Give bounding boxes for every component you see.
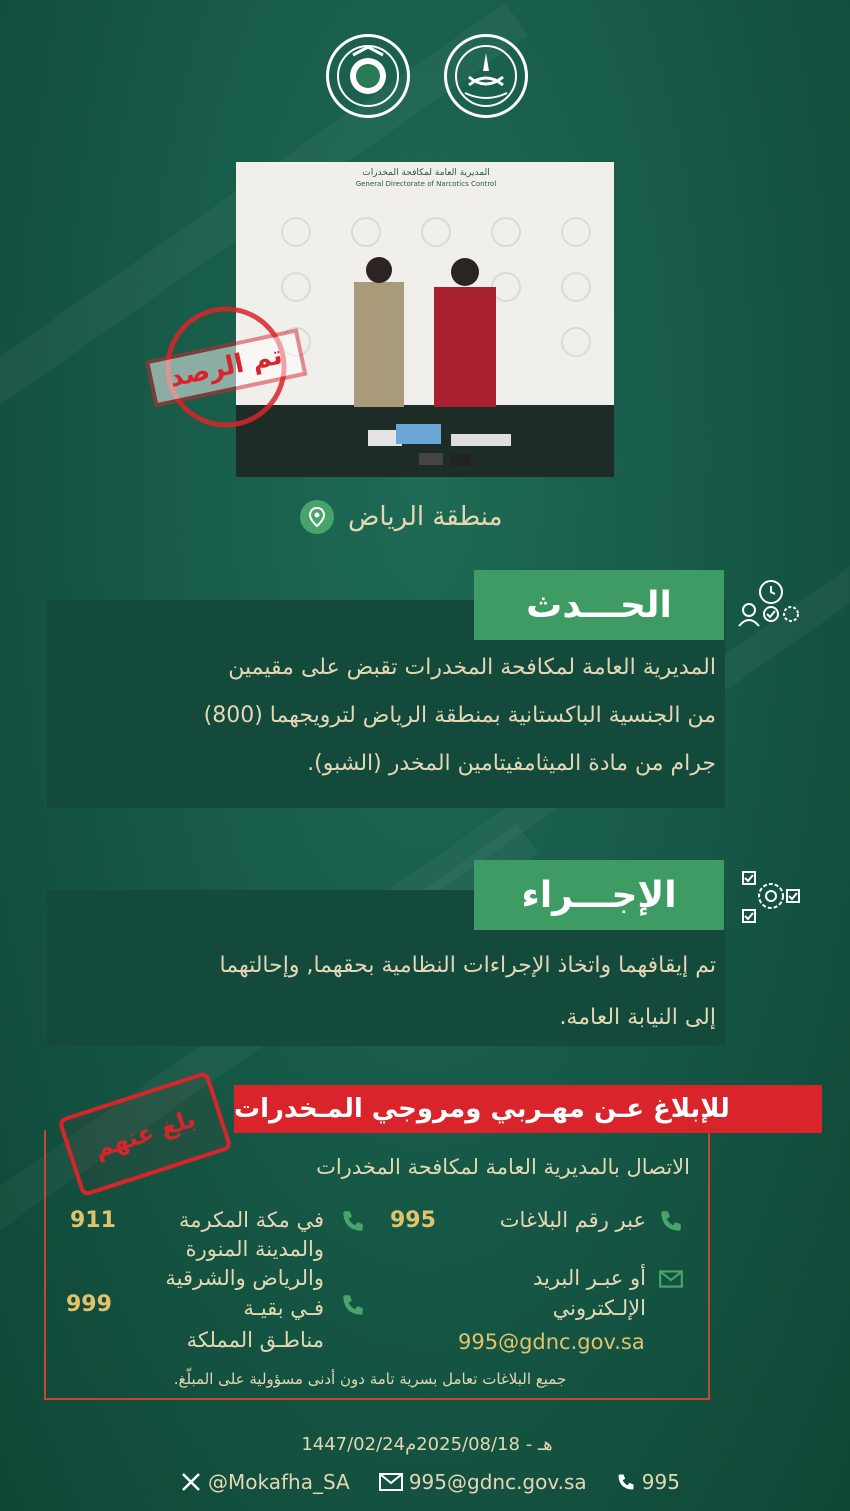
phone-icon <box>658 1208 684 1234</box>
email-icon <box>658 1266 684 1292</box>
location-pin-icon <box>300 500 334 534</box>
email-icon <box>379 1473 403 1491</box>
procedure-icon <box>735 862 807 934</box>
footer-email[interactable] <box>379 1470 587 1494</box>
region1-number[interactable]: 911 <box>70 1208 116 1233</box>
footer-phone-number: 995 <box>641 1470 680 1494</box>
narcotics-control-logo <box>326 34 410 118</box>
region2-number[interactable]: 999 <box>66 1292 112 1317</box>
event-text <box>60 644 716 788</box>
region2-text <box>120 1292 324 1356</box>
action-line: تم إيقافهما واتخاذ الإجراءات النظامية بحقهما, وإحالتهما <box>219 953 716 978</box>
event-title: الحـــدث <box>474 570 724 640</box>
hotline-number[interactable]: 995 <box>390 1208 436 1233</box>
email-label-1: أو عبـر البريد <box>533 1266 646 1290</box>
location-row <box>300 500 570 534</box>
report-them-stamp: بلغ عنهم <box>57 1071 233 1198</box>
event-line: من الجنسية الباكستانية بمنطقة الرياض لترويجهما (800) <box>203 703 716 728</box>
region1-line: والمدينة المنورة <box>185 1237 324 1261</box>
photo-header-ar: المديرية العامة لمكافحة المخدرات <box>362 168 490 178</box>
disclaimer: جميع البلاغات تعامل بسرية تامة دون أدنى مسؤولية على المبلّغ. <box>173 1370 567 1388</box>
location-label: منطقة الرياض <box>348 502 503 532</box>
event-icon <box>735 574 807 646</box>
phone-icon <box>340 1292 366 1318</box>
event-line: جرام من مادة الميثامفيتامين المخدر (الشبو). <box>307 751 716 776</box>
region1-line: في مكة المكرمة <box>178 1208 324 1232</box>
region1-text <box>120 1206 324 1293</box>
email-link[interactable]: 995@gdnc.gov.sa <box>458 1330 645 1354</box>
x-twitter-icon <box>180 1471 202 1493</box>
footer-contacts <box>180 1470 680 1494</box>
hotline-label: عبر رقم البلاغات <box>499 1208 646 1232</box>
region2-line: فـي بقيـة <box>243 1296 324 1320</box>
action-title: الإجـــراء <box>474 860 724 930</box>
email-label-2: الإلـكتروني <box>552 1296 646 1320</box>
footer-twitter[interactable] <box>180 1470 350 1494</box>
phone-icon <box>340 1208 366 1234</box>
phone-icon <box>616 1472 636 1492</box>
footer-date: 1447/02/24هـ - 2025/08/18م <box>301 1434 553 1455</box>
action-text <box>60 940 716 1044</box>
contact-heading: الاتصال بالمديرية العامة لمكافحة المخدرات <box>316 1155 690 1179</box>
monitored-stamp-text: تم الرصد <box>167 340 285 394</box>
action-line: إلى النيابة العامة. <box>559 1005 716 1030</box>
footer-email-text: 995@gdnc.gov.sa <box>408 1470 587 1494</box>
footer-twitter-handle: @Mokafha_SA <box>208 1470 350 1494</box>
event-line: المديرية العامة لمكافحة المخدرات تقبض على مقيمين <box>228 655 716 680</box>
region2-line: مناطـق المملكة <box>186 1328 324 1352</box>
photo-header-en: General Directorate of Narcotics Control <box>355 180 497 188</box>
footer-phone[interactable] <box>616 1470 680 1494</box>
report-bar: للإبلاغ عـن مهـربي ومروجي المـخدرات <box>234 1085 822 1133</box>
ministry-interior-logo <box>444 34 528 118</box>
region1-line: والرياض والشرقية <box>165 1266 324 1290</box>
